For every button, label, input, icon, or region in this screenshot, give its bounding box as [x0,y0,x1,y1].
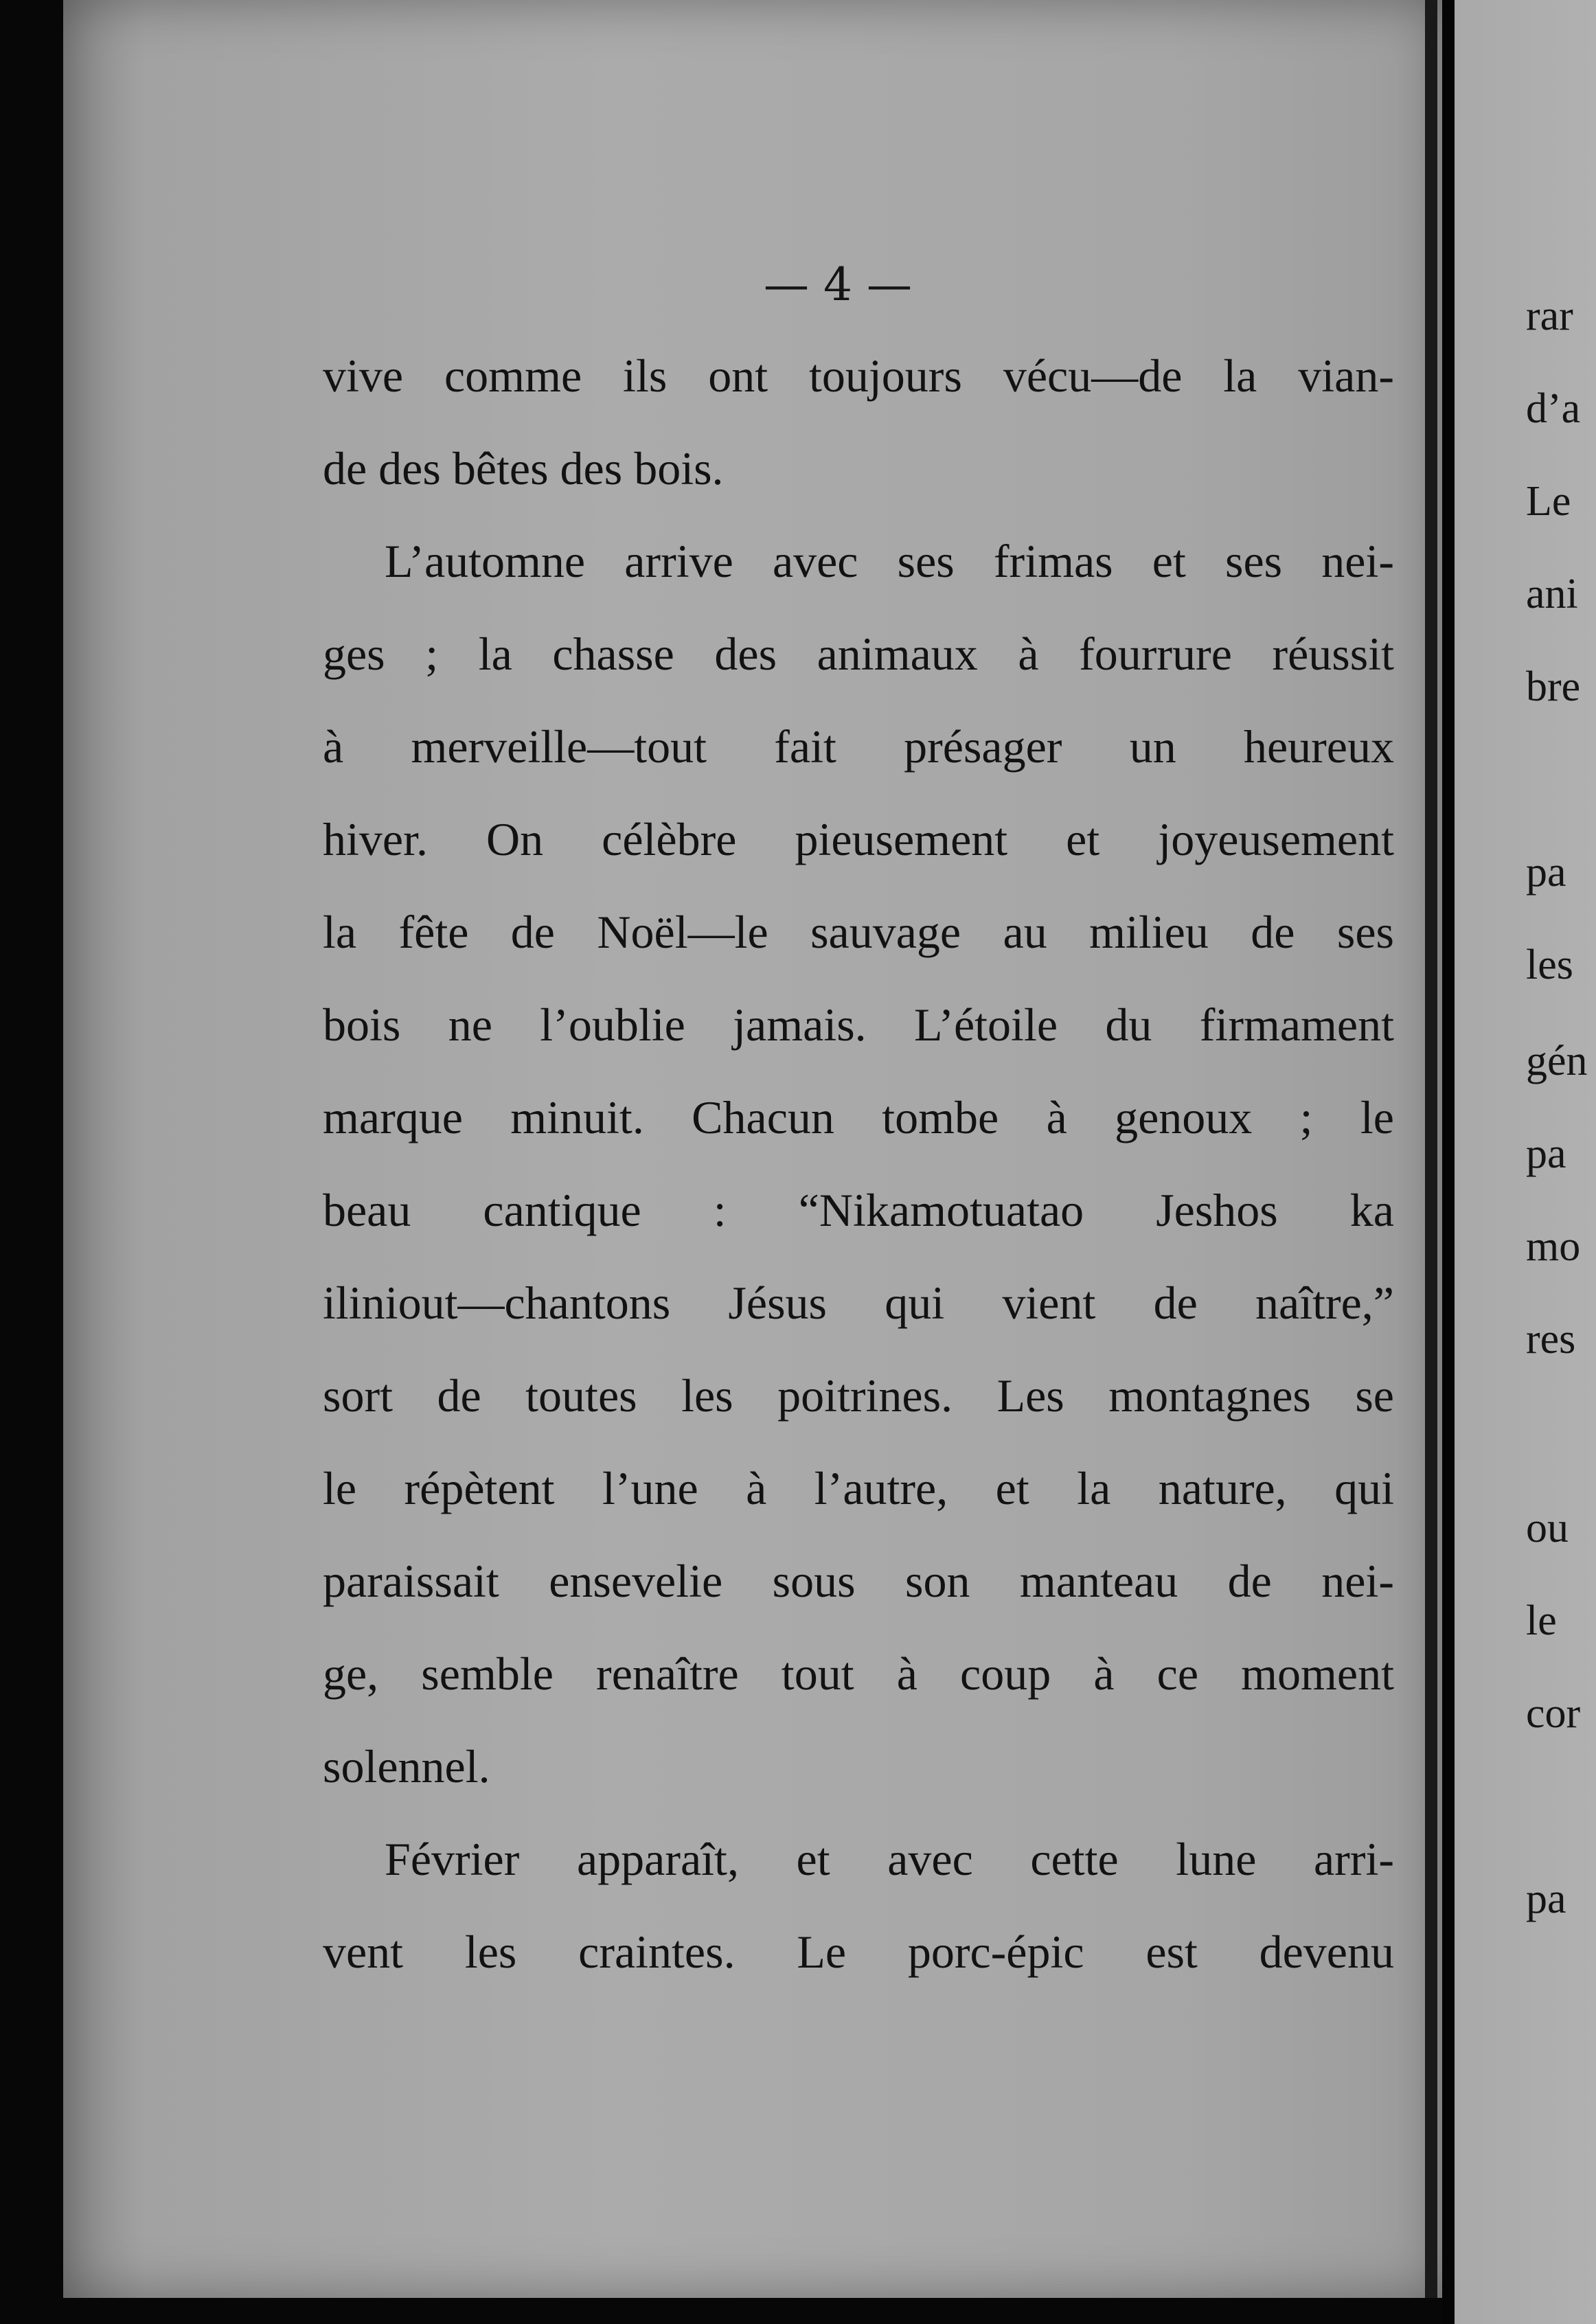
facing-fragment: bre [1526,663,1581,710]
facing-fragment: d’a [1526,385,1581,432]
facing-fragment: cor [1526,1690,1581,1737]
page-edge-shadow [1425,0,1437,2298]
text-line: marque minuit. Chacun tombe à genoux ; le [323,1091,1394,1143]
text-line: sort de toutes les poitrines. Les montagnes se [323,1369,1394,1422]
text-line: le répètent l’une à l’autre, et la nature, qui [323,1462,1394,1514]
body-text [323,330,1394,1998]
facing-fragment: les [1526,942,1573,988]
book-gutter [1442,0,1455,2324]
text-line: bois ne l’oublie jamais. L’étoile du firmament [323,999,1394,1051]
text-line: solennel. [323,1740,490,1792]
text-line: ge, semble renaître tout à coup à ce moment [323,1648,1394,1700]
facing-fragment: pa [1526,849,1566,896]
text-line: à merveille—tout fait présager un heureux [323,720,1394,773]
text-line: paraissait ensevelie sous son manteau de nei- [323,1555,1394,1607]
text-line: ges ; la chasse des animaux à fourrure réussit [323,628,1394,680]
text-line: vive comme ils ont toujours vécu—de la vian- [323,350,1394,402]
text-line: hiver. On célèbre pieusement et joyeusement [323,813,1394,865]
text-line: de des bêtes des bois. [323,442,724,494]
facing-fragment: pa [1526,1130,1566,1177]
facing-fragment: mo [1526,1223,1581,1270]
text-line: vent les craintes. Le porc-épic est devenu [323,1926,1394,1978]
facing-page [1455,0,1596,2324]
facing-fragment: ani [1526,571,1578,617]
text-line: iliniout—chantons Jésus qui vient de naître,” [323,1277,1394,1329]
text-line: beau cantique : “Nikamotuatao Jeshos ka [323,1184,1394,1236]
facing-fragment: pa [1526,1876,1566,1922]
facing-fragment: Le [1526,478,1571,525]
facing-fragment: le [1526,1597,1557,1644]
text-line: Février apparaît, et avec cette lune arri- [385,1833,1394,1885]
facing-fragment: rar [1526,293,1573,339]
text-line: L’automne arrive avec ses frimas et ses nei- [385,535,1394,587]
facing-fragment: ou [1526,1505,1569,1551]
page-number: — 4 — [764,258,912,311]
facing-fragment: gén [1526,1038,1588,1084]
text-line: la fête de Noël—le sauvage au milieu de ses [323,906,1394,958]
facing-fragment: res [1526,1316,1576,1363]
